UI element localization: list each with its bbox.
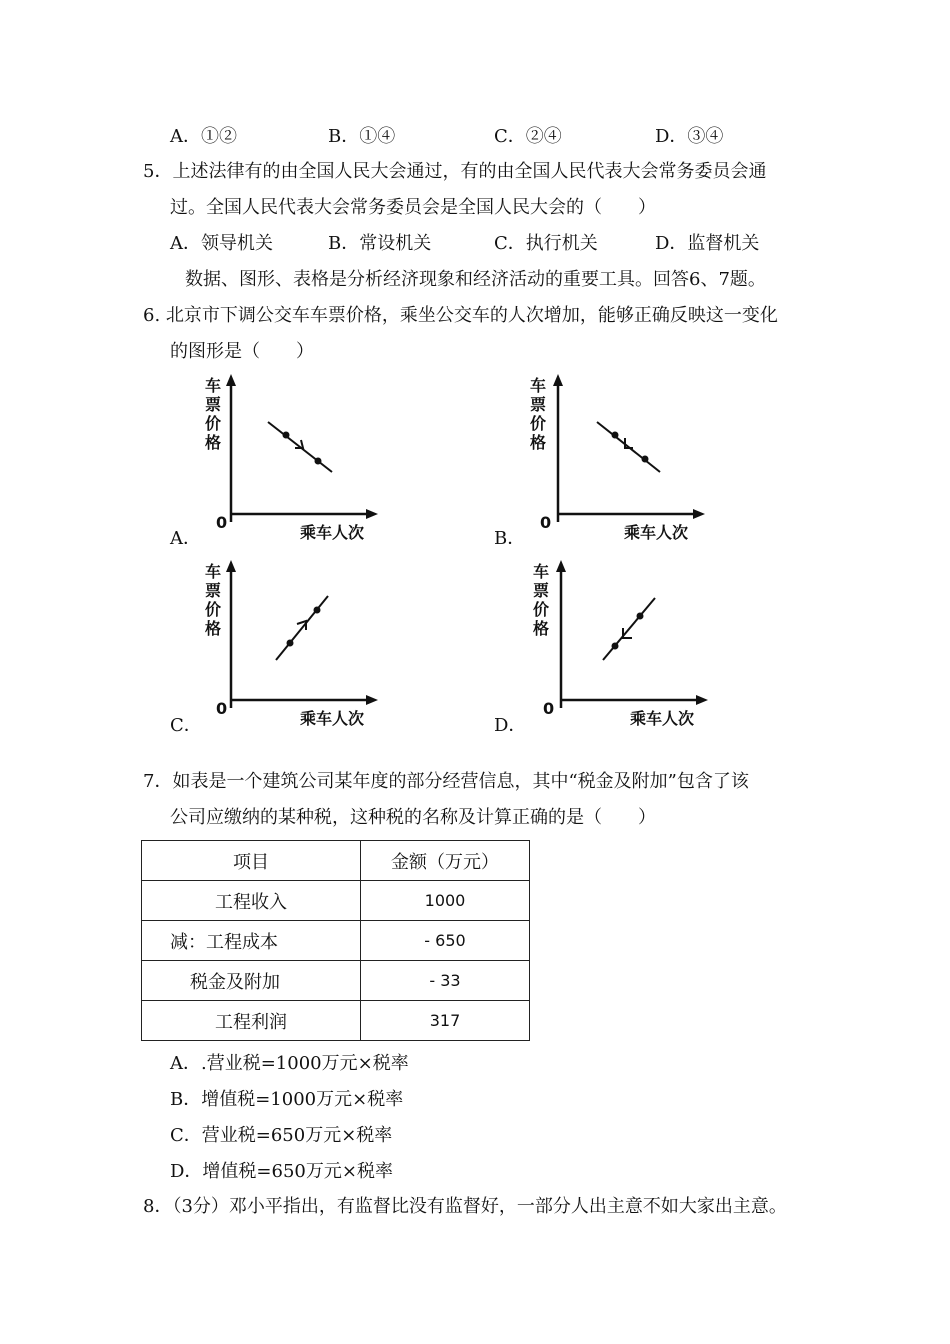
x-axis-label: 乘车人次 (300, 523, 365, 542)
table-row (142, 1001, 530, 1041)
table-cell-amount: - 33 (361, 961, 530, 1001)
q8-stem: 8．（3分）邓小平指出，有监督比没有监督好，一部分人出主意不如大家出主意。 (143, 1196, 787, 1217)
q6-stem-line2: 的图形是（ ） (170, 341, 314, 362)
graph-d (530, 558, 730, 738)
q5-stem-line1: 5．上述法律有的由全国人民大会通过，有的由全国人民代表大会常务委员会通 (143, 161, 767, 182)
q5-option-a: A．领导机关 (170, 233, 273, 254)
q4-option-b: B．①④ (328, 126, 396, 147)
table-cell-item: 工程利润 (142, 1001, 361, 1041)
q7-stem-line2: 公司应缴纳的某种税，这种税的名称及计算正确的是（ ） (170, 807, 656, 828)
table-row (142, 921, 530, 961)
q7-stem-line1: 7．如表是一个建筑公司某年度的部分经营信息，其中“税金及附加”包含了该 (143, 771, 749, 792)
y-axis-label: 车 票 价 格 (529, 376, 546, 452)
q7-option-d: D．增值税=650万元×税率 (170, 1161, 393, 1182)
table-cell-amount: 317 (361, 1001, 530, 1041)
table-header-row (142, 841, 530, 881)
table-header-amount: 金额（万元） (361, 841, 530, 881)
graph-a-letter: A． (170, 528, 201, 549)
y-axis-label: 车 票 价 格 (532, 562, 549, 638)
q7-option-b: B．增值税=1000万元×税率 (170, 1089, 404, 1110)
q4-option-a: A．①② (170, 126, 237, 147)
q5-option-c: C．执行机关 (494, 233, 598, 254)
business-info-table (141, 840, 530, 1041)
x-axis-label: 乘车人次 (630, 709, 695, 728)
graph-a (200, 372, 400, 552)
q5-stem-line2: 过。全国人民代表大会常务委员会是全国人民大会的（ ） (170, 197, 656, 218)
y-axis-label: 车 票 价 格 (204, 376, 221, 452)
q6-stem-line1: 6. 北京市下调公交车车票价格，乘坐公交车的人次增加，能够正确反映这一变化 (143, 305, 778, 326)
table-cell-item: 工程收入 (142, 881, 361, 921)
table-row (142, 961, 530, 1001)
origin-label: 0 (216, 513, 228, 532)
q4-option-d: D．③④ (655, 126, 724, 147)
table-cell-amount: 1000 (361, 881, 530, 921)
graph-d-letter: D． (494, 715, 527, 736)
section-intro: 数据、图形、表格是分析经济现象和经济活动的重要工具。回答6、7题。 (185, 269, 766, 290)
x-axis-label: 乘车人次 (300, 709, 365, 728)
table-row (142, 881, 530, 921)
table-cell-item: 税金及附加 (142, 961, 361, 1001)
origin-label: 0 (543, 699, 555, 718)
q7-option-c: C．营业税=650万元×税率 (170, 1125, 393, 1146)
graph-b (527, 372, 727, 552)
table-cell-amount: - 650 (361, 921, 530, 961)
origin-label: 0 (216, 699, 228, 718)
origin-label: 0 (540, 513, 552, 532)
graph-c (200, 558, 400, 738)
q7-option-a: A．.营业税=1000万元×税率 (170, 1053, 409, 1074)
q5-option-b: B．常设机关 (328, 233, 432, 254)
q5-option-d: D．监督机关 (655, 233, 760, 254)
x-axis-label: 乘车人次 (624, 523, 689, 542)
q4-option-c: C．②④ (494, 126, 562, 147)
table-cell-item: 减：工程成本 (142, 921, 361, 961)
y-axis-label: 车 票 价 格 (204, 562, 221, 638)
graph-c-letter: C． (170, 715, 202, 736)
graph-b-letter: B． (494, 528, 526, 549)
table-header-item: 项目 (142, 841, 361, 881)
